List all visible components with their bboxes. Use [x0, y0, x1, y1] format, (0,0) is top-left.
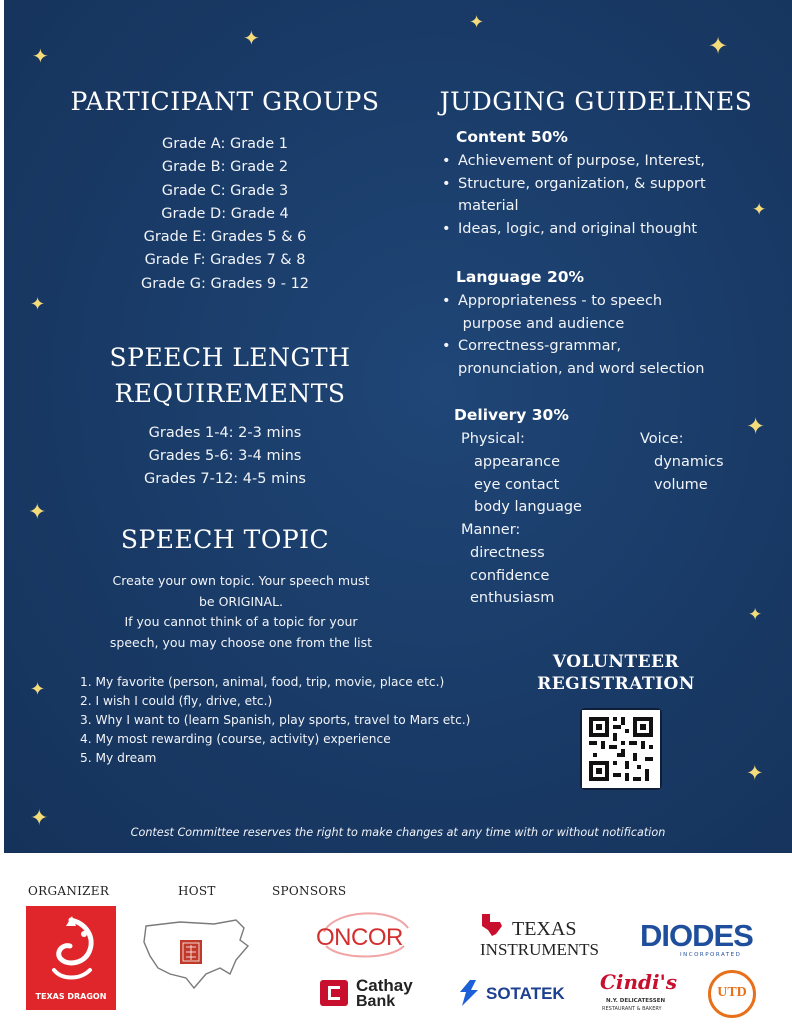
- star-icon: ✦: [32, 44, 49, 68]
- host-label: HOST: [178, 884, 216, 898]
- manner-item: enthusiasm: [470, 590, 555, 607]
- ti-line1: TEXAS: [512, 918, 577, 940]
- speech-topic-intro: [82, 571, 400, 653]
- star-icon: ✦: [30, 294, 46, 315]
- usa-map-seal-icon: [140, 912, 252, 992]
- criteria-item: • Ideas, logic, and original thought: [438, 218, 778, 241]
- star-icon: ✦: [748, 605, 763, 625]
- qr-code-icon: [582, 710, 660, 788]
- judging-guidelines-title: JUDGING GUIDELINES: [439, 87, 753, 116]
- star-icon: ✦: [30, 679, 46, 700]
- topic-item: 3. Why I want to (learn Spanish, play sports, travel to Mars etc.): [80, 713, 471, 727]
- criteria-item: • Correctness-grammar, pronunciation, and word selection: [438, 335, 778, 380]
- content-criteria: [438, 150, 778, 240]
- manner-list: [470, 542, 554, 610]
- star-icon: ✦: [746, 414, 766, 440]
- topic-item: 1. My favorite (person, animal, food, trip, movie, place etc.): [80, 675, 445, 689]
- cathay-line2: Bank: [356, 993, 396, 1010]
- language-heading: Language 20%: [456, 268, 585, 286]
- ti-line2: INSTRUMENTS: [480, 940, 600, 959]
- delivery-heading: Delivery 30%: [454, 406, 569, 424]
- grade-item: Grade D: Grade 4: [161, 205, 289, 222]
- voice-item: volume: [654, 476, 708, 493]
- grade-item: Grade G: Grades 9 - 12: [140, 275, 310, 292]
- volunteer-line: VOLUNTEER: [552, 652, 680, 672]
- star-icon: ✦: [469, 12, 485, 33]
- grade-item: Grade E: Grades 5 & 6: [143, 229, 307, 246]
- volunteer-qr-code[interactable]: [580, 708, 662, 790]
- speech-length-title-line: SPEECH LENGTH: [109, 343, 351, 372]
- physical-item: appearance: [474, 454, 561, 470]
- cindis-subtext1: N.Y. DELICATESSEN: [606, 998, 666, 1004]
- star-icon: ✦: [30, 806, 49, 831]
- length-item: Grades 7-12: 4-5 mins: [144, 471, 306, 487]
- intro-line: If you cannot think of a topic for your: [124, 614, 358, 629]
- manner-label: Manner:: [461, 522, 521, 538]
- volunteer-line: REGISTRATION: [537, 674, 695, 694]
- organizer-logo: [26, 906, 116, 1010]
- organizer-logo-text: TEXAS DRAGON: [35, 992, 107, 1001]
- cathay-line1: Cathay: [356, 976, 413, 995]
- sotatek-logo: [456, 978, 580, 1010]
- star-icon: ✦: [708, 32, 729, 60]
- criteria-item: • Achievement of purpose, Interest,: [438, 150, 778, 173]
- speech-topic-title: SPEECH TOPIC: [120, 525, 330, 554]
- manner-item: directness: [470, 545, 545, 561]
- physical-list: [474, 451, 582, 519]
- utd-logo: [708, 970, 756, 1018]
- star-icon: ✦: [746, 761, 764, 785]
- speech-length-title: [80, 340, 380, 412]
- speech-length-list: [110, 422, 340, 491]
- voice-label: Voice:: [640, 431, 684, 447]
- intro-line: Create your own topic. Your speech must: [112, 573, 370, 588]
- utd-text: UTD: [717, 985, 747, 1000]
- physical-item: eye contact: [474, 476, 560, 493]
- criteria-item: • Appropriateness - to speech purpose and audience: [438, 290, 778, 335]
- texas-instruments-logo: [476, 912, 610, 962]
- speech-length-title-line: REQUIREMENTS: [114, 379, 346, 408]
- voice-list: [654, 451, 724, 496]
- oncor-logo: [312, 906, 418, 962]
- sponsors-label: SPONSORS: [272, 884, 347, 898]
- length-item: Grades 1-4: 2-3 mins: [148, 425, 302, 441]
- language-criteria: [438, 290, 778, 380]
- sotatek-mark-icon: [456, 978, 482, 1008]
- dragon-icon: [26, 910, 116, 990]
- criteria-item: • Structure, organization, & support material: [438, 173, 778, 218]
- disclaimer-footnote: Contest Committee reserves the right to make changes at any time with or without notification: [130, 826, 666, 839]
- length-item: Grades 5-6: 3-4 mins: [148, 448, 302, 464]
- physical-item: body language: [474, 499, 582, 516]
- voice-item: dynamics: [654, 454, 724, 470]
- intro-line: speech, you may choose one from the list: [109, 634, 373, 650]
- cindis-subtext2: RESTAURANT & BAKERY: [602, 1006, 662, 1012]
- cathay-bank-logo: [320, 976, 430, 1012]
- diodes-logo: [640, 918, 780, 964]
- volunteer-registration-title: [526, 651, 706, 695]
- sotatek-text: SOTATEK: [486, 984, 565, 1003]
- flyer-poster: [4, 0, 792, 853]
- texas-state-icon: [478, 912, 504, 938]
- diodes-text: DIODES: [640, 918, 753, 953]
- star-icon: ✦: [28, 500, 47, 525]
- participant-groups-list: [100, 133, 350, 296]
- speech-topic-list: [80, 673, 470, 768]
- grade-item: Grade F: Grades 7 & 8: [144, 252, 306, 269]
- star-icon: ✦: [243, 26, 260, 50]
- content-heading: Content 50%: [456, 128, 568, 146]
- host-logo: [140, 912, 252, 992]
- physical-label: Physical:: [461, 431, 525, 447]
- organizer-label: ORGANIZER: [28, 884, 110, 898]
- topic-item: 4. My most rewarding (course, activity) experience: [80, 732, 391, 746]
- star-icon: ✦: [752, 200, 767, 220]
- grade-item: Grade B: Grade 2: [161, 159, 289, 176]
- grade-item: Grade A: Grade 1: [161, 136, 289, 152]
- cindis-logo: [596, 970, 680, 1018]
- topic-item: 2. I wish I could (fly, drive, etc.): [80, 694, 273, 708]
- diodes-subtext: INCORPORATED: [680, 952, 742, 958]
- manner-item: confidence: [470, 567, 550, 584]
- topic-item: 5. My dream: [80, 751, 157, 765]
- oncor-text: ONCOR: [316, 924, 403, 951]
- grade-item: Grade C: Grade 3: [161, 182, 289, 199]
- cathay-mark-icon: [320, 980, 348, 1006]
- cindis-text: Cindi's: [600, 970, 678, 994]
- participant-groups-title: PARTICIPANT GROUPS: [70, 87, 380, 116]
- intro-line: be ORIGINAL.: [198, 593, 284, 609]
